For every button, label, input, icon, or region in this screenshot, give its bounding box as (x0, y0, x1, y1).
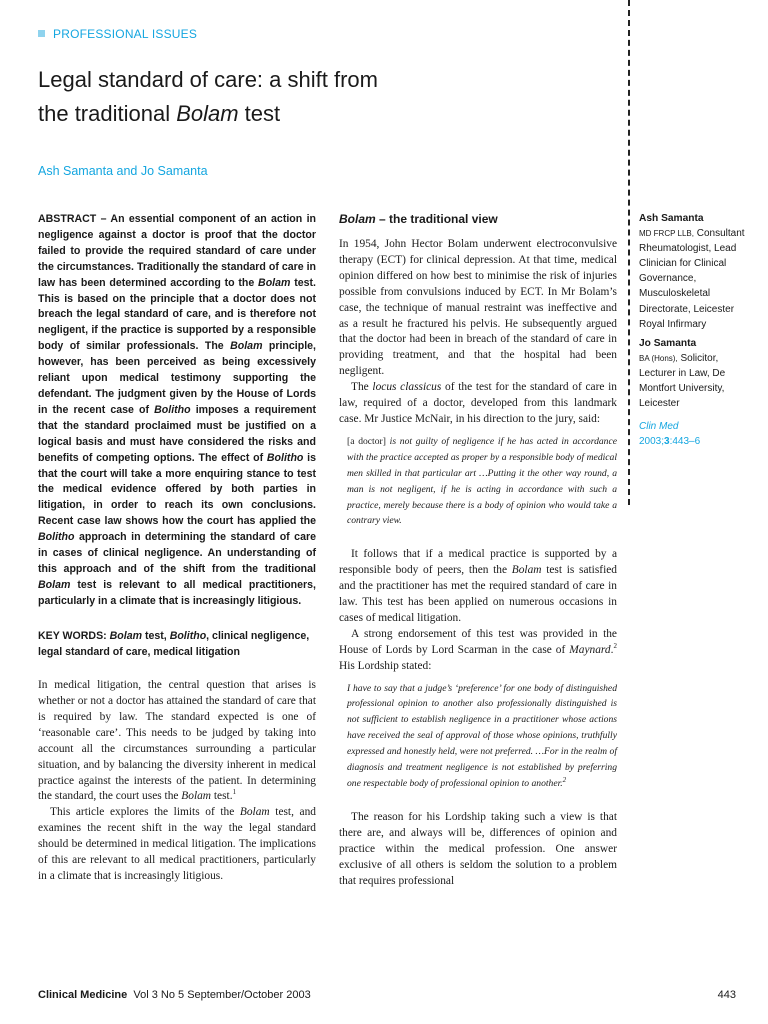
title-line-2-prefix: the traditional (38, 101, 177, 126)
middle-column (339, 212, 617, 889)
intro-paragraph-1: In medical litigation, the central question that arises is whether or not a doctor has attained the standard of care that is required by law. The standard expected is one of ‘reasonable care’. This needs to be judged by taking into account all the circumstances surrounding a particular situation, and by balancing the diversity inherent in medical practice against the interests of the patient. In determining the standard, the court uses the Bolam test.$^1$ (38, 679, 316, 803)
title-line-1: Legal standard of care: a shift from (38, 67, 378, 92)
bolam-paragraph-1: In 1954, John Hector Bolam underwent electroconvulsive therapy (ECT) for clinical depression. At that time, medical opinion differed on how best to minimise the risk of injuries possible from convulsions induced by ECT. In Mr Bolam’s case, the technique of manual restraint was ineffective and as a result he fractured his pelvis. He subsequently argued that the doctor had been in breach of the standard of care in providing treatment, and that the hospital had been negligent. (339, 238, 617, 378)
author-1-details: MD FRCP LLB, Consultant Rheumatologist, Lead Clinician for Clinical Governance, Musculoskeletal Directorate, Leicester Royal Infirmary (639, 228, 745, 330)
author-byline: Ash Samanta and Jo Samanta (38, 164, 208, 178)
bolam-paragraph-3: It follows that if a medical practice is supported by a responsible body of peers, then the Bolam test is satisfied and the practitioner has met the required standard of care in law. This test has been applied on numerous occasions in cases of medical litigation. (339, 548, 617, 624)
title-italic-bolam: Bolam (176, 101, 239, 126)
mcnair-quote: [a doctor] is not guilty of negligence if he has acted in accordance with the practice accepted as proper by a responsible body of medical men skilled in that particular art …Putting it the other way round, a man is not negligent, if he is acting in accordance with such a practice, merely because there is a body of opinion who would take a contrary view. (347, 435, 617, 527)
dashed-divider (628, 0, 630, 505)
bolam-paragraph-4: A strong endorsement of this test was provided in the House of Lords by Lord Scarman in the case of Maynard.$^2$ His Lordship stated: (339, 627, 617, 672)
section-label-text: PROFESSIONAL ISSUES (53, 27, 198, 41)
author-sidebar (639, 211, 757, 449)
section-label (38, 27, 197, 41)
author-2-name: Jo Samanta (639, 337, 697, 349)
citation: Clin Med 2003;3:443–6 (639, 421, 701, 448)
footer-journal: Clinical Medicine (38, 989, 128, 1001)
section-heading: Bolam – the traditional view (339, 212, 498, 226)
page-footer (38, 989, 736, 1001)
author-2-details: BA (Hons), Solicitor, Lecturer in Law, De Montfort University, Leicester (639, 352, 726, 410)
key-words: KEY WORDS: Bolam test, Bolitho, clinical negligence, legal standard of care, medical litigation (38, 629, 310, 658)
author-1-name: Ash Samanta (639, 213, 704, 224)
title-line-2-suffix: test (238, 101, 281, 126)
article-title (38, 63, 598, 131)
abstract: ABSTRACT – An essential component of an action in negligence against a doctor is proof that the doctor failed to provide the required standard of care under the circumstances. Traditionally the standard of care in law has been determined according to the Bolam test. This is based on the principle that a doctor does not breach the legal standard of care, and is therefore not negligent, if the practice is supported by a responsible body of similar professionals. The Bolam principle, however, has been perceived as being excessively reliant upon medical testimony supporting the defendant. The judgment given by the House of Lords in the recent case of Bolitho imposes a requirement that the standard proclaimed must be justified on a logical basis and must have considered the risks and benefits of competing options. The effect of Bolitho is that the court will take a more enquiring stance to test the medical evidence offered by both parties in litigation, in order to reach its own conclusions. Recent case law shows how the court has applied the Bolitho approach in determining the standard of care in cases of clinical negligence. An understanding of this approach and of the shift from the traditional Bolam test is relevant to all medical practitioners, particularly in a climate that is increasingly litigious. (38, 213, 317, 607)
section-square-icon (38, 30, 45, 37)
left-column (38, 212, 316, 885)
page-number: 443 (717, 989, 736, 1001)
bolam-paragraph-2: The locus classicus of the test for the standard of care in law, required of a doctor, developed from this landmark case. Mr Justice McNair, in his direction to the jury, said: (339, 381, 617, 425)
intro-paragraph-2: This article explores the limits of the Bolam test, and examines the recent shift in the way the legal standard should be determined in medical litigation. The implications of this are relevant to all medical practitioners, particularly in a climate that is increasingly litigious. (38, 806, 317, 882)
bolam-paragraph-5: The reason for his Lordship taking such a view is that there are, and always will be, differences of opinion and practice within the medical profession. One answer exclusive of all others is seldom the solution to a problem that requires professional (339, 810, 617, 887)
footer-issue: Vol 3 No 5 September/October 2003 (133, 989, 311, 1001)
scarman-quote: I have to say that a judge’s ‘preference’ for one body of distinguished professional opinion to another also professionally distinguished is not sufficient to establish negligence in a practitioner whose actions have received the seal of approval of those whose opinions, truthfully expressed and honestly held, were not preferred. …For in the realm of diagnosis and treatment negligence is not established by preferring one respectable body of professional opinion to another.$^2$ (347, 682, 617, 789)
